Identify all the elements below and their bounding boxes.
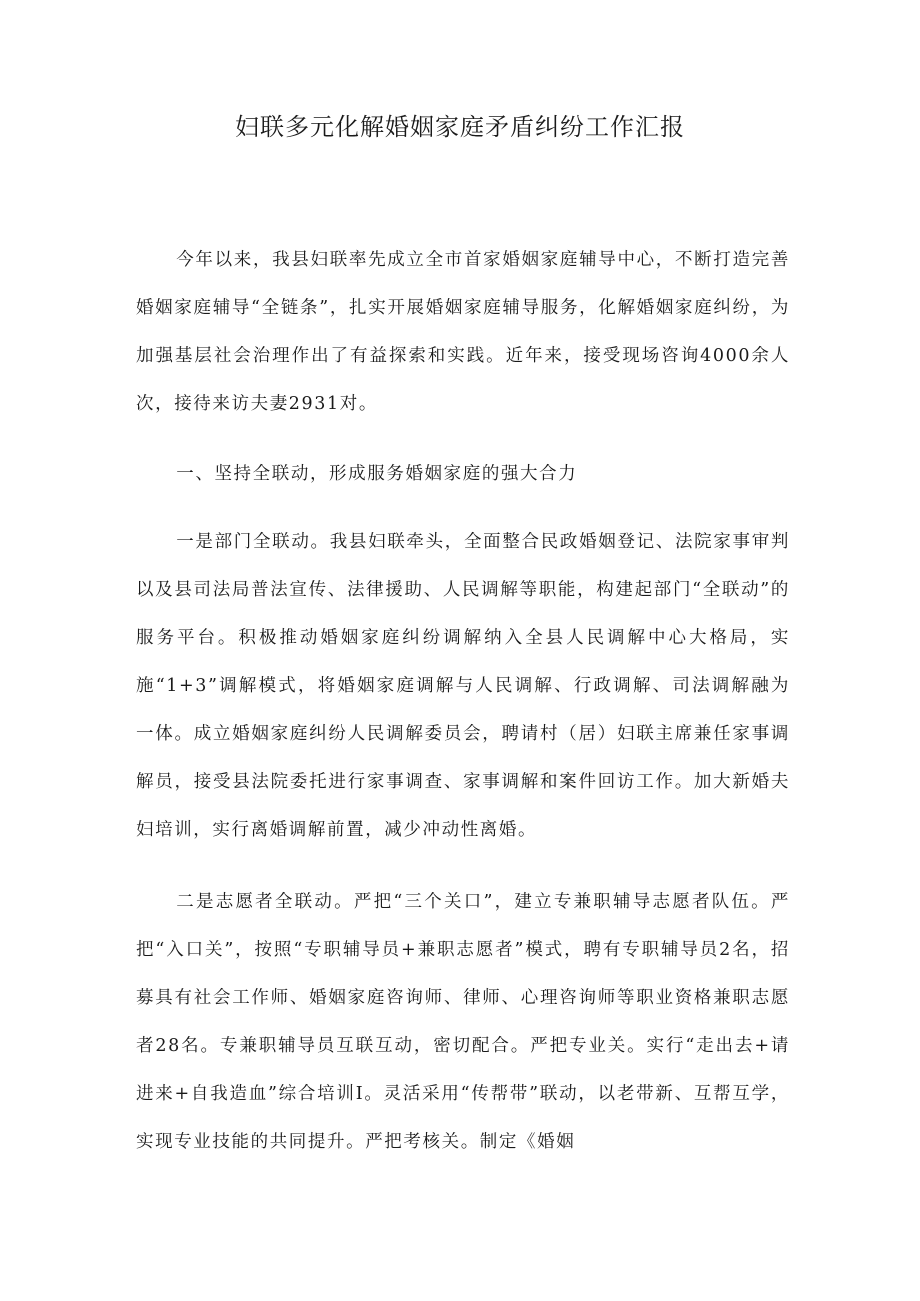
section-heading-1: 一、坚持全联动，形成服务婚姻家庭的强大合力 (176, 464, 578, 484)
paragraph-department-linkage: 一是部门全联动。我县妇联牵头，全面整合民政婚姻登记、法院家事审判以及县司法局普法宣传、法律援助、人民调解等职能，构建起部门“全联动”的服务平台。积极推动婚姻家庭纠纷调解纳入全县人民调解中心大格局，实施“1+3”调解模式，将婚姻家庭调解与人民调解、行政调解、司法调解融为一体。成立婚姻家庭纠纷人民调解委员会，聘请村（居）妇联主席兼任家事调解员，接受县法院委托进行家事调查、家事调解和案件回访工作。加大新婚夫妇培训，实行离婚调解前置，减少冲动性离婚。 (136, 532, 790, 840)
paragraph-volunteer-linkage: 二是志愿者全联动。严把“三个关口”，建立专兼职辅导志愿者队伍。严把“入口关”，按照“专职辅导员+兼职志愿者”模式，聘有专职辅导员2名，招募具有社会工作师、婚姻家庭咨询师、律师、心理咨询师等职业资格兼职志愿者28名。专兼职辅导员互联互动，密切配合。严把专业关。实行“走出去+请进来+自我造血”综合培训Ⅰ。灵活采用“传帮带”联动，以老带新、互帮互学，实现专业技能的共同提升。严把考核关。制定《婚姻 (136, 892, 790, 1152)
intro-paragraph: 今年以来，我县妇联率先成立全市首家婚姻家庭辅导中心，不断打造完善婚姻家庭辅导“全链条”，扎实开展婚姻家庭辅导服务，化解婚姻家庭纠纷，为加强基层社会治理作出了有益探索和实践。近年来，接受现场咨询4000余人次，接待来访夫妻2931对。 (136, 250, 790, 414)
document-title: 妇联多元化解婚姻家庭矛盾纠纷工作汇报 (235, 113, 685, 141)
